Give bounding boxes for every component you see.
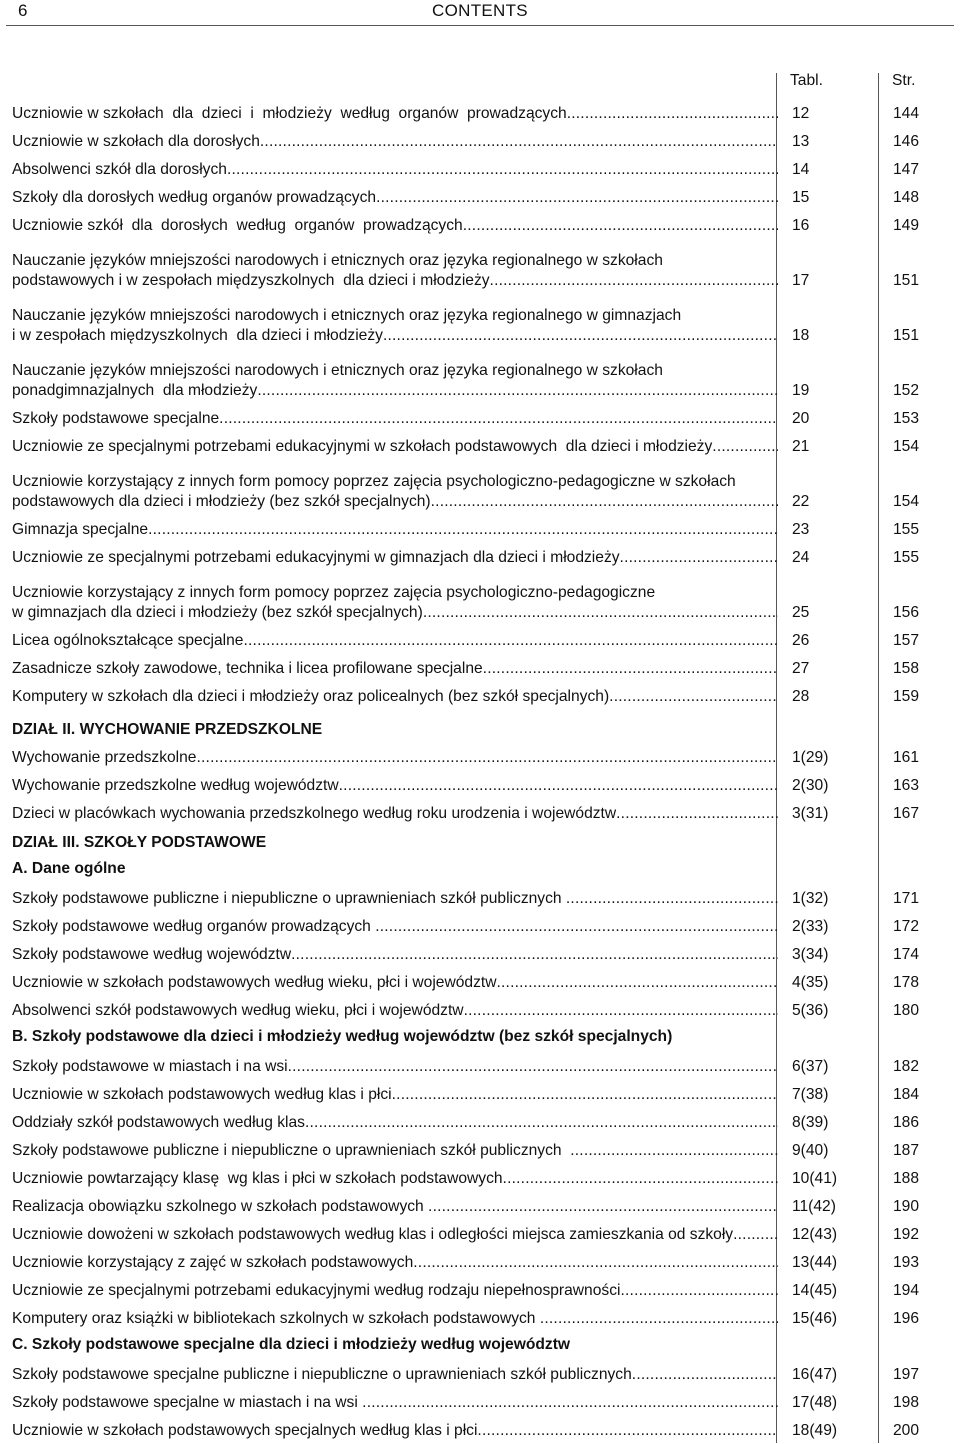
page-reference: 153 (893, 410, 920, 427)
table-number: 11(42) (792, 1198, 836, 1215)
page-reference: 197 (893, 1366, 920, 1383)
toc-entry-title (12, 160, 778, 180)
page-reference: 155 (893, 549, 920, 566)
toc-entry-text: Nauczanie języków mniejszości narodowych i etnicznych oraz języka regionalnego w gimnazjach (12, 307, 682, 324)
dot-leader (392, 1085, 778, 1105)
toc-entry-line (12, 188, 778, 208)
table-number: 16(47) (792, 1366, 838, 1383)
dot-leader (257, 381, 778, 401)
toc-entry-text: Uczniowie w szkołach dla dzieci i młodzieży według organów prowadzących (12, 105, 567, 122)
dot-leader (219, 409, 778, 429)
dot-leader (620, 548, 778, 568)
toc-entry-line (12, 271, 778, 291)
page-reference: 196 (893, 1310, 920, 1327)
toc-entry-line (12, 1085, 778, 1105)
dot-leader (423, 603, 778, 623)
toc-entry-text: Realizacja obowiązku szkolnego w szkołach podstawowych (12, 1198, 429, 1215)
page-reference: 144 (893, 105, 920, 122)
dot-leader (616, 804, 778, 824)
table-number: 17(48) (792, 1394, 838, 1411)
table-number: 27 (792, 660, 810, 677)
toc-entry[interactable] (12, 1359, 956, 1387)
toc-entry-line (12, 1253, 778, 1273)
toc-entry-text: Szkoły podstawowe publiczne i niepubliczne o uprawnieniach szkół publicznych (12, 890, 566, 907)
page-reference: 152 (893, 382, 920, 399)
toc-entry-text: Szkoły dla dorosłych według organów prowadzących (12, 189, 377, 206)
toc-entry[interactable] (12, 348, 956, 403)
page-reference: 151 (893, 327, 920, 344)
toc-entry-line (12, 1225, 778, 1245)
dot-leader (260, 132, 778, 152)
toc-entry-title (12, 631, 778, 651)
table-number: 24 (792, 549, 810, 566)
dot-leader (609, 687, 778, 707)
column-header-tabl: Tabl. (790, 72, 823, 89)
table-number: 4(35) (792, 974, 829, 991)
page-reference: 188 (893, 1170, 920, 1187)
toc-entry-title (12, 409, 778, 429)
page-reference: 149 (893, 217, 920, 234)
table-number: 21 (792, 438, 810, 455)
toc-entry-text: Licea ogólnokształcące specjalne (12, 632, 244, 649)
table-number: 14(45) (792, 1282, 838, 1299)
toc-entry-text: Uczniowie korzystający z innych form pomocy poprzez zajęcia psychologiczno-pedagogiczne (12, 584, 656, 601)
table-number: 9(40) (792, 1142, 829, 1159)
toc-entry[interactable] (12, 1387, 956, 1415)
toc-entry-text: Uczniowie korzystający z innych form pomocy poprzez zajęcia psychologiczno-pedagogiczne w szkołach (12, 473, 736, 490)
dot-leader (383, 326, 778, 346)
page-reference: 158 (893, 660, 920, 677)
toc-entry[interactable] (12, 625, 956, 653)
toc-entry-title (12, 659, 778, 679)
page-reference: 190 (893, 1198, 920, 1215)
toc-entry[interactable] (12, 1135, 956, 1163)
toc-entry-text: Zasadnicze szkoły zawodowe, technika i licea profilowane specjalne (12, 660, 483, 677)
toc-entry[interactable] (12, 1163, 956, 1191)
toc-entry-title (12, 1365, 778, 1385)
dot-leader (566, 889, 778, 909)
page-reference: 148 (893, 189, 920, 206)
dot-leader (431, 492, 778, 512)
toc-entry-line (12, 659, 778, 679)
toc-entry-text: Komputery w szkołach dla dzieci i młodzieży oraz policealnych (bez szkół specjalnych) (12, 688, 610, 705)
section-heading: DZIAŁ III. SZKOŁY PODSTAWOWE (12, 834, 267, 851)
toc-entry-line (12, 804, 778, 824)
toc-entry-text: Nauczanie języków mniejszości narodowych i etnicznych oraz języka regionalnego w szkołach (12, 252, 663, 269)
toc-entry-text: ponadgimnazjalnych dla młodzieży (12, 382, 258, 399)
dot-leader (632, 1365, 778, 1385)
dot-leader (376, 188, 778, 208)
toc-entry-line (12, 889, 778, 909)
page-reference: 198 (893, 1394, 920, 1411)
dot-leader (463, 216, 778, 236)
toc-entry-text: Uczniowie w szkołach dla dorosłych (12, 133, 260, 150)
toc-entry-title (12, 1141, 778, 1161)
toc-entry-title (12, 1169, 778, 1189)
dot-leader (712, 437, 778, 457)
running-title: CONTENTS (432, 1, 528, 20)
toc-entry-title (12, 945, 778, 965)
table-number: 8(39) (792, 1114, 829, 1131)
toc-entry-line (12, 1113, 778, 1133)
toc-entry-title (12, 776, 778, 796)
toc-entry-text: Oddziały szkół podstawowych według klas (12, 1114, 305, 1131)
page-reference: 184 (893, 1086, 920, 1103)
toc-entry-text: Szkoły podstawowe publiczne i niepubliczne o uprawnieniach szkół publicznych (12, 1142, 571, 1159)
toc-entry-line (12, 1057, 778, 1077)
page-reference: 151 (893, 272, 920, 289)
toc-entry-text: Uczniowie w szkołach podstawowych według klas i płci (12, 1086, 392, 1103)
toc-entry-text: Uczniowie powtarzający klasę wg klas i płci w szkołach podstawowych (12, 1170, 503, 1187)
toc-entry-title (12, 1309, 778, 1329)
toc-entry[interactable] (12, 542, 956, 570)
toc-entry-line (12, 381, 778, 401)
toc-entry-title (12, 251, 778, 291)
section-heading: DZIAŁ II. WYCHOWANIE PRZEDSZKOLNE (12, 721, 323, 738)
table-number: 10(41) (792, 1170, 838, 1187)
page-reference: 147 (893, 161, 920, 178)
toc-entry-title (12, 1421, 778, 1441)
toc-entry-line (12, 917, 778, 937)
toc-entry-title (12, 1253, 778, 1273)
toc-entry-text: Wychowanie przedszkolne według województw (12, 777, 339, 794)
dot-leader (540, 1309, 778, 1329)
toc-entry-title (12, 804, 778, 824)
toc-entry[interactable] (12, 1275, 956, 1303)
toc-entry-title (12, 104, 778, 124)
table-number: 3(31) (792, 805, 829, 822)
toc-entry-title (12, 1197, 778, 1217)
toc-entry[interactable] (12, 238, 956, 293)
toc-entry-text: i w zespołach międzyszkolnych dla dzieci i młodzieży (12, 327, 383, 344)
dot-leader (570, 1141, 778, 1161)
toc-entry-line (12, 687, 778, 707)
table-number: 19 (792, 382, 810, 399)
toc-entry-title (12, 1001, 778, 1021)
toc-entry-title (12, 306, 778, 346)
table-number: 1(32) (792, 890, 829, 907)
toc-entry[interactable] (12, 967, 956, 995)
dot-leader (483, 659, 778, 679)
toc-entry[interactable] (12, 459, 956, 514)
toc-entry[interactable] (12, 403, 956, 431)
subsection-heading: A. Dane ogólne (12, 860, 126, 877)
toc-entry[interactable] (12, 210, 956, 238)
toc-entry-title (12, 687, 778, 707)
dot-leader (148, 520, 778, 540)
toc-entry[interactable] (12, 154, 956, 182)
dot-leader (288, 1057, 778, 1077)
toc-entry-line (12, 492, 778, 512)
subsection-heading: C. Szkoły podstawowe specjalne dla dzieci i młodzieży według województw (12, 1336, 571, 1353)
toc-entry-text: Komputery oraz książki w bibliotekach szkolnych w szkołach podstawowych (12, 1310, 540, 1327)
page-reference: 186 (893, 1114, 920, 1131)
toc-entry-title (12, 1393, 778, 1413)
toc-entry-text: Uczniowie ze specjalnymi potrzebami edukacyjnymi w szkołach podstawowych dla dzieci i młodzieży (12, 438, 713, 455)
toc-entry-title (12, 361, 778, 401)
page-reference: 192 (893, 1226, 920, 1243)
page-reference: 146 (893, 133, 920, 150)
toc-entry-text: Uczniowie korzystający z zajęć w szkołach podstawowych (12, 1254, 414, 1271)
toc-entry-title (12, 548, 778, 568)
table-number: 3(34) (792, 946, 829, 963)
toc-entry-line (12, 409, 778, 429)
toc-entry-title (12, 188, 778, 208)
toc-entry-title (12, 917, 778, 937)
toc-entry-text: Gimnazja specjalne (12, 521, 149, 538)
page-reference: 193 (893, 1254, 920, 1271)
toc-entry[interactable] (12, 98, 956, 126)
page-reference: 172 (893, 918, 920, 935)
column-header-str: Str. (892, 72, 916, 89)
table-number: 18 (792, 327, 810, 344)
toc-entry-title (12, 1113, 778, 1133)
toc-entry-line (12, 1365, 778, 1385)
toc-entry[interactable] (12, 1051, 956, 1079)
dot-leader (567, 104, 778, 124)
page-reference: 156 (893, 604, 920, 621)
page-reference: 178 (893, 974, 920, 991)
column-header-row (12, 71, 956, 98)
toc-entry-text: Dzieci w placówkach wychowania przedszkolnego według roku urodzenia i województw (12, 805, 617, 822)
page-reference: 171 (893, 890, 920, 907)
toc-entry-line (12, 1001, 778, 1021)
toc-entry-text: Wychowanie przedszkolne (12, 749, 197, 766)
table-number: 13(44) (792, 1254, 838, 1271)
page-reference: 154 (893, 493, 920, 510)
toc-entry[interactable] (12, 1219, 956, 1247)
toc-entry-text: Uczniowie w szkołach podstawowych specjalnych według klas i płci (12, 1422, 478, 1439)
dot-leader (291, 945, 778, 965)
toc-entry-title (12, 520, 778, 540)
page-reference: 155 (893, 521, 920, 538)
toc-entry[interactable] (12, 1247, 956, 1275)
toc-entry[interactable] (12, 514, 956, 542)
dot-leader (305, 1113, 778, 1133)
table-number: 7(38) (792, 1086, 829, 1103)
dot-leader (490, 271, 778, 291)
toc-entry-line (12, 1309, 778, 1329)
table-number: 18(49) (792, 1422, 838, 1439)
page-reference: 194 (893, 1282, 920, 1299)
table-number: 12 (792, 105, 810, 122)
toc-entry-text: Szkoły podstawowe specjalne (12, 410, 220, 427)
toc-entry-text: w gimnazjach dla dzieci i młodzieży (bez szkół specjalnych) (12, 604, 423, 621)
toc-entry-text: podstawowych i w zespołach międzyszkolnych dla dzieci i młodzieży (12, 272, 490, 289)
table-number: 23 (792, 521, 810, 538)
toc-entry-line (12, 945, 778, 965)
page-reference: 182 (893, 1058, 920, 1075)
table-number: 6(37) (792, 1058, 829, 1075)
toc-entry-line (12, 520, 778, 540)
toc-entry-line (12, 1281, 778, 1301)
toc-entry[interactable] (12, 126, 956, 154)
toc-entry[interactable] (12, 1303, 956, 1331)
toc-entry-text: Uczniowie ze specjalnymi potrzebami edukacyjnymi według rodzaju niepełnosprawności (12, 1282, 621, 1299)
toc-entry-title (12, 889, 778, 909)
toc-entry-line (12, 160, 778, 180)
toc-entry-text: podstawowych dla dzieci i młodzieży (bez szkół specjalnych) (12, 493, 431, 510)
toc-entry[interactable] (12, 570, 956, 625)
dot-leader (496, 973, 778, 993)
toc-entry-text: Uczniowie dowożeni w szkołach podstawowych według klas i odległości miejsca zamieszkania od szkoły (12, 1226, 734, 1243)
table-number: 12(43) (792, 1226, 838, 1243)
dot-leader (413, 1253, 778, 1273)
table-number: 28 (792, 688, 810, 705)
page-reference: 161 (893, 749, 920, 766)
toc-entry-text: Absolwenci szkół podstawowych według wieku, płci i województw (12, 1002, 464, 1019)
table-number: 2(33) (792, 918, 829, 935)
page-number: 6 (18, 1, 28, 20)
toc-entry-text: Uczniowie szkół dla dorosłych według organów prowadzących (12, 217, 463, 234)
page-header (6, 0, 954, 26)
toc-entry-text: Szkoły podstawowe specjalne publiczne i niepubliczne o uprawnieniach szkół publicznych (12, 1366, 632, 1383)
toc-entry-text: Szkoły podstawowe specjalne w miastach i na wsi (12, 1394, 363, 1411)
toc-entry[interactable] (12, 911, 956, 939)
contents-list (12, 71, 956, 1443)
dot-leader (620, 1281, 778, 1301)
toc-entry-title (12, 472, 778, 512)
toc-entry-text: Szkoły podstawowe w miastach i na wsi (12, 1058, 288, 1075)
toc-entry[interactable] (12, 431, 956, 459)
toc-entry-title (12, 1281, 778, 1301)
toc-entry[interactable] (12, 1191, 956, 1219)
toc-entry-line (12, 1421, 778, 1441)
table-number: 1(29) (792, 749, 829, 766)
toc-entry-text: Szkoły podstawowe według województw (12, 946, 292, 963)
toc-entry-line (12, 973, 778, 993)
page-reference: 167 (893, 805, 920, 822)
toc-entry-text: Nauczanie języków mniejszości narodowych i etnicznych oraz języka regionalnego w szkołach (12, 362, 663, 379)
dot-leader (733, 1225, 778, 1245)
toc-entry-title (12, 583, 778, 623)
dot-leader (196, 748, 778, 768)
toc-entry[interactable] (12, 883, 956, 911)
page-reference: 180 (893, 1002, 920, 1019)
toc-entry-title (12, 1057, 778, 1077)
dot-leader (428, 1197, 778, 1217)
toc-entry-title (12, 748, 778, 768)
dot-leader (362, 1393, 778, 1413)
toc-entry[interactable] (12, 1079, 956, 1107)
table-number: 5(36) (792, 1002, 829, 1019)
toc-entry-title (12, 1225, 778, 1245)
toc-entry-title (12, 973, 778, 993)
toc-entry-line (12, 548, 778, 568)
dot-leader (375, 917, 778, 937)
toc-entry[interactable] (12, 653, 956, 681)
page-reference: 163 (893, 777, 920, 794)
toc-entry[interactable] (12, 995, 956, 1023)
toc-entry[interactable] (12, 770, 956, 798)
page-reference: 200 (893, 1422, 920, 1439)
dot-leader (243, 631, 778, 651)
toc-entry-line (12, 603, 778, 623)
toc-entry-line (12, 776, 778, 796)
page-reference: 187 (893, 1142, 920, 1159)
dot-leader (464, 1001, 778, 1021)
page-reference: 174 (893, 946, 920, 963)
toc-entry-text: Uczniowie w szkołach podstawowych według wieku, płci i województw (12, 974, 497, 991)
toc-entry-line (12, 104, 778, 124)
table-number: 14 (792, 161, 810, 178)
toc-entry[interactable] (12, 293, 956, 348)
table-number: 26 (792, 632, 810, 649)
page-reference: 157 (893, 632, 920, 649)
toc-entry[interactable] (12, 742, 956, 770)
toc-entry[interactable] (12, 1107, 956, 1135)
dot-leader (503, 1169, 778, 1189)
toc-entry[interactable] (12, 1415, 956, 1443)
toc-entry-line (12, 1197, 778, 1217)
dot-leader (227, 160, 778, 180)
toc-entry-line (12, 216, 778, 236)
page-reference: 159 (893, 688, 920, 705)
table-number: 13 (792, 133, 810, 150)
table-number: 22 (792, 493, 810, 510)
toc-entry-line (12, 437, 778, 457)
table-number: 16 (792, 217, 810, 234)
toc-entry-title (12, 437, 778, 457)
page-reference: 154 (893, 438, 920, 455)
toc-entry[interactable] (12, 798, 956, 826)
toc-entry[interactable] (12, 681, 956, 709)
toc-entry-text: Szkoły podstawowe według organów prowadzących (12, 918, 376, 935)
toc-entry-title (12, 216, 778, 236)
toc-entry-text: Uczniowie ze specjalnymi potrzebami edukacyjnymi w gimnazjach dla dzieci i młodzieży (12, 549, 620, 566)
dot-leader (339, 776, 778, 796)
table-number: 25 (792, 604, 810, 621)
table-number: 2(30) (792, 777, 829, 794)
toc-entry[interactable] (12, 939, 956, 967)
subsection-heading: B. Szkoły podstawowe dla dzieci i młodzieży według województw (bez szkół specjalnych) (12, 1028, 673, 1045)
toc-entry-line (12, 748, 778, 768)
table-number: 15(46) (792, 1310, 838, 1327)
table-number: 17 (792, 272, 810, 289)
toc-entry-line (12, 631, 778, 651)
toc-entry-line (12, 132, 778, 152)
toc-entry-title (12, 132, 778, 152)
toc-entry-title (12, 1085, 778, 1105)
table-number: 20 (792, 410, 810, 427)
toc-entry-text: Absolwenci szkół dla dorosłych (12, 161, 227, 178)
dot-leader (477, 1421, 778, 1441)
toc-entry-line (12, 1393, 778, 1413)
table-number: 15 (792, 189, 810, 206)
toc-entry-line (12, 326, 778, 346)
toc-entry-line (12, 1169, 778, 1189)
toc-entry[interactable] (12, 182, 956, 210)
toc-entry-line (12, 1141, 778, 1161)
